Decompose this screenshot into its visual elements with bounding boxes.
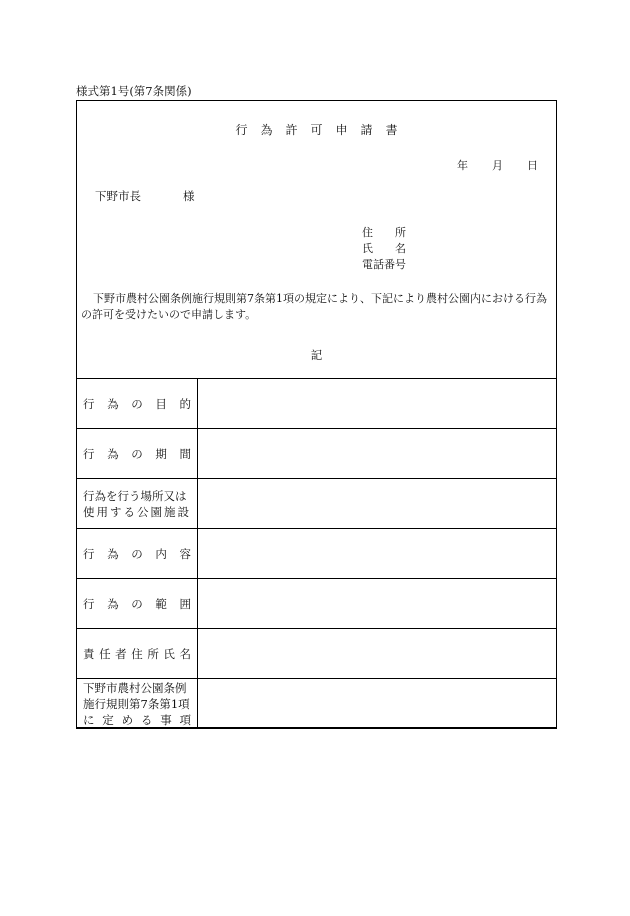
period-field[interactable] [198,429,557,479]
location-field[interactable] [198,479,557,529]
request-statement: 下野市農村公園条例施行規則第7条第1項の規定により、下記により農村公園内における行為の許可を受けたいので申請します。 [81,292,547,321]
applicant-address-label: 住 所 [362,226,406,239]
row-label-other-matters: 下野市農村公園条例 施行規則第7条第1項 に 定 め る 事 項 [77,679,198,729]
addressee-name: 下野市長 [95,189,141,203]
table-row [77,579,557,629]
title-char: 為 [260,123,286,137]
applicant-block [362,225,406,273]
title-char: 書 [385,123,411,137]
applicant-name-label: 氏 名 [362,242,406,255]
table-row [77,479,557,529]
row-label-period: 行 為 の 期 間 [77,429,198,479]
table-row [77,679,557,729]
table-row [77,429,557,479]
date-line [457,157,538,173]
scope-field[interactable] [198,579,557,629]
table-row [77,629,557,679]
purpose-field[interactable] [198,379,557,429]
table-row [77,529,557,579]
table-row [77,379,557,429]
title-char: 申 [335,123,361,137]
form-number: 様式第1号(第7条関係) [76,84,192,98]
title-char: 請 [360,123,386,137]
row-label-purpose: 行 為 の 目 的 [77,379,198,429]
row-label-location: 行為を行う場所又は 使用する公園施設 [77,479,198,529]
title-char: 許 [285,123,311,137]
content-field[interactable] [198,529,557,579]
row-label-content: 行 為 の 内 容 [77,529,198,579]
row-label-responsible-person: 責 任 者 住 所 氏 名 [77,629,198,679]
application-form [76,100,557,728]
details-table [76,378,557,729]
date-day: 日 [527,159,538,172]
other-matters-field[interactable] [198,679,557,729]
applicant-phone-label: 電話番号 [362,258,406,271]
row-label-scope: 行 為 の 範 囲 [77,579,198,629]
date-month: 月 [492,159,503,172]
addressee [95,188,195,204]
title-char: 可 [310,123,336,137]
addressee-honorific: 様 [183,189,195,203]
ki-heading: 記 [310,348,323,362]
responsible-person-field[interactable] [198,629,557,679]
date-year: 年 [457,159,468,172]
title-char: 行 [235,123,261,137]
form-title [77,121,556,138]
